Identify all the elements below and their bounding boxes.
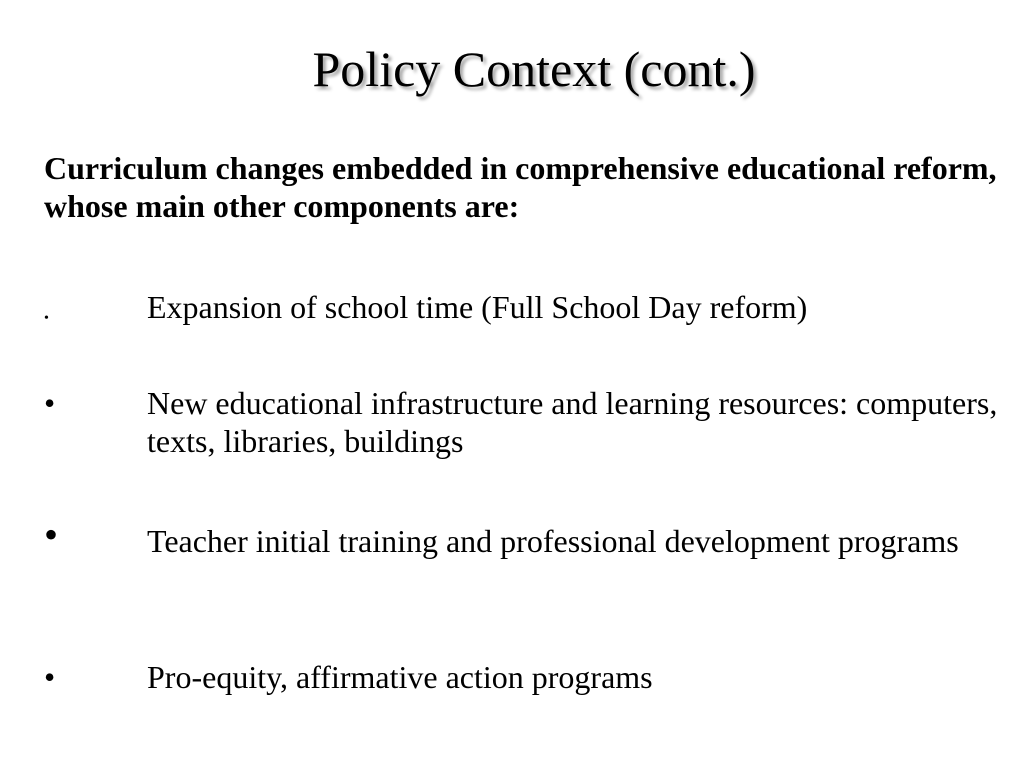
bullet-text: Expansion of school time (Full School Day reform) xyxy=(147,289,808,325)
bullet-icon: • xyxy=(44,659,56,695)
bullet-icon: • xyxy=(44,512,59,557)
intro-text: Curriculum changes embedded in comprehensive educational reform, whose main other components are: xyxy=(44,150,997,224)
slide-title: Policy Context (cont.) xyxy=(312,41,756,97)
bullet-icon: • xyxy=(44,385,56,421)
bullet-icon: • xyxy=(44,311,49,326)
bullet-text: Pro-equity, affirmative action programs xyxy=(147,659,653,695)
bullet-text: Teacher initial training and professional development programs xyxy=(147,523,959,559)
bullet-text: New educational infrastructure and learning resources: computers, texts, libraries, buildings xyxy=(147,385,998,459)
